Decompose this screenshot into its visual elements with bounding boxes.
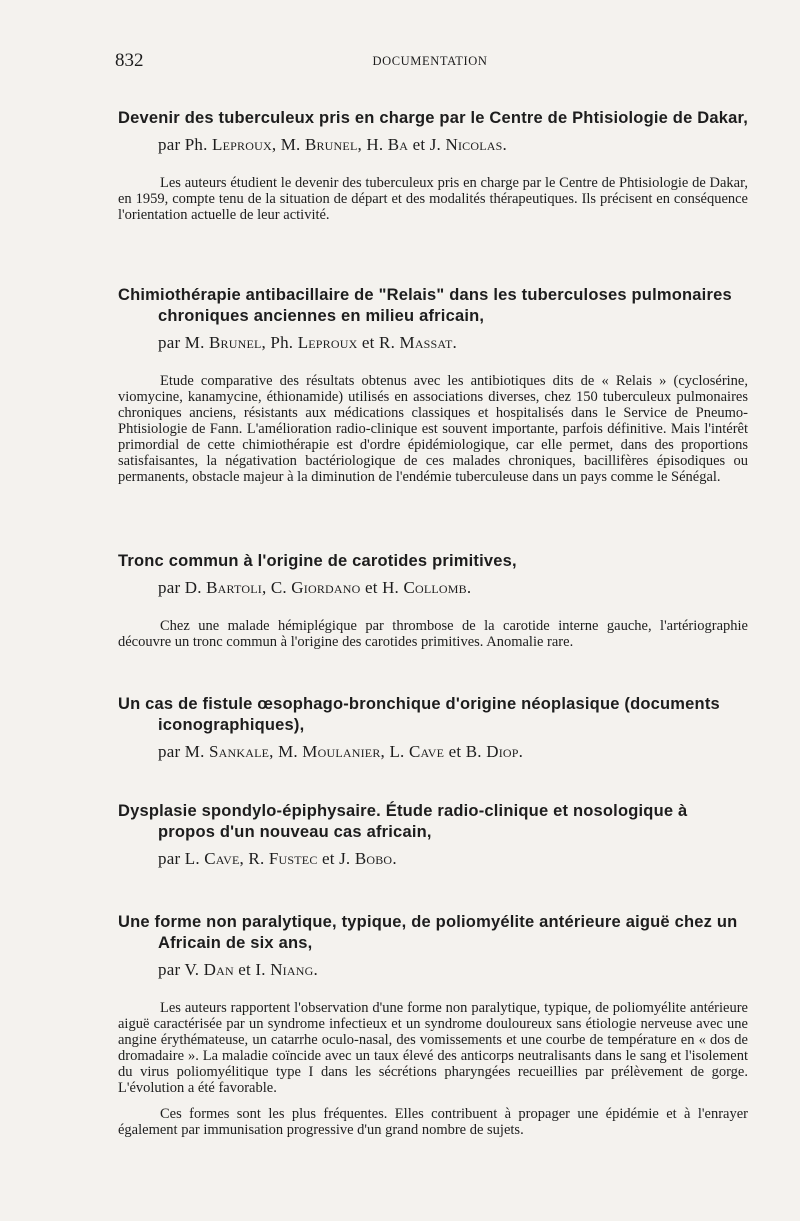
article-2 <box>118 285 748 485</box>
author-name: Nicolas <box>445 135 503 154</box>
author-name: Niang <box>270 960 314 979</box>
author-name: Leproux <box>297 333 358 352</box>
article-authors: par L. Cave, R. Fustec et J. Bobo. <box>158 849 397 868</box>
article-4 <box>118 694 748 762</box>
abstract-paragraph: Les auteurs rapportent l'observation d'une forme non paralytique, typique, de poliomyélite antérieure aiguë caractérisée par un syndrome infectieux et un syndrome douloureux sans étiologie nerveuse avec une angine érythémateuse, un catarrhe oculo-nasal, des vomissements et une courbe de température en « dos de dromadaire ». La maladie coïncide avec un taux élevé des anticorps neutralisants dans le sang et l'isolement du virus poliomyélitique type I dans les sécrétions pharyngées recueillies par prélèvement de gorge. L'évolution a été favorable. <box>118 1000 748 1096</box>
article-authors: par M. Brunel, Ph. Leproux et R. Massat. <box>158 333 457 352</box>
page-header <box>115 50 745 74</box>
article-authors: par D. Bartoli, C. Giordano et H. Collomb. <box>158 578 472 597</box>
author-name: Sankale <box>208 742 270 761</box>
article-5 <box>118 801 748 869</box>
author-name: Diop <box>486 742 519 761</box>
article-title: Devenir des tuberculeux pris en charge par le Centre de Phtisiologie de Dakar, <box>118 109 748 127</box>
page-number: 832 <box>115 50 144 71</box>
author-name: Giordano <box>291 578 361 597</box>
author-name: Ba <box>387 135 409 154</box>
author-name: Brunel <box>208 333 262 352</box>
author-name: Bobo <box>354 849 393 868</box>
article-title: Dysplasie spondylo-épiphysaire. Étude radio-clinique et nosologique à propos d'un nouveau cas africain, <box>118 802 688 841</box>
article-authors: par M. Sankale, M. Moulanier, L. Cave et B. Diop. <box>158 742 524 761</box>
abstract-paragraph: Ces formes sont les plus fréquentes. Elles contribuent à propager une épidémie et à l'enrayer également par immunisation progressive d'un grand nombre de sujets. <box>118 1106 748 1138</box>
author-name: Cave <box>408 742 445 761</box>
author-name: Dan <box>203 960 234 979</box>
article-title: Une forme non paralytique, typique, de poliomyélite antérieure aiguë chez un Africain de six ans, <box>118 913 738 952</box>
abstract-paragraph: Chez une malade hémiplégique par thrombose de la carotide interne gauche, l'artériographie découvre un tronc commun à l'origine des carotides primitives. Anomalie rare. <box>118 618 748 650</box>
abstract-paragraph: Les auteurs étudient le devenir des tuberculeux pris en charge par le Centre de Phtisiologie de Dakar, en 1959, compte tenu de la situation de départ et des modalités thérapeutiques. Ils précisent en conséquence l'orientation actuelle de leur activité. <box>118 175 748 223</box>
author-name: Brunel <box>304 135 358 154</box>
running-head: DOCUMENTATION <box>372 54 488 68</box>
article-abstract <box>118 618 748 650</box>
author-name: Moulanier <box>302 742 381 761</box>
author-name: Bartoli <box>206 578 262 597</box>
article-title: Un cas de fistule œsophago-bronchique d'origine néoplasique (documents iconographiques), <box>118 695 720 734</box>
article-authors: par V. Dan et I. Niang. <box>158 960 318 979</box>
author-name: Cave <box>204 849 240 868</box>
abstract-paragraph: Etude comparative des résultats obtenus avec les antibiotiques dits de « Relais » (cyclosérine, viomycine, kanamycine, éthionamide) utilisés en associations diverses, chez 150 tuberculeux pulmonaires chroniques anciens, résistants aux médications classiques et hospitalisés dans le Service de Pneumo-Phtisiologie de Fann. L'amélioration radio-clinique est souvent importante, parfois définitive. Mais l'intérêt primordial de cette chimiothérapie est d'ordre épidémiologique, car elle permet, dans des proportions satisfaisantes, la négativation bactériologique de ces malades chroniques, bacillifères épisodiques ou permanents, obstacle majeur à la diminution de l'endémie tuberculeuse dans un pays comme le Sénégal. <box>118 373 748 485</box>
article-abstract <box>118 175 748 223</box>
author-name: Leproux <box>212 135 272 154</box>
article-3 <box>118 551 748 650</box>
article-authors: par Ph. Leproux, M. Brunel, H. Ba et J. Nicolas. <box>158 135 507 154</box>
article-6 <box>118 912 748 1138</box>
author-name: Fustec <box>268 849 318 868</box>
article-title: Tronc commun à l'origine de carotides primitives, <box>118 552 517 570</box>
author-name: Collomb <box>403 578 467 597</box>
article-abstract <box>118 373 748 485</box>
article-1 <box>118 108 748 223</box>
author-name: Massat <box>399 333 453 352</box>
article-abstract <box>118 1000 748 1138</box>
article-title: Chimiothérapie antibacillaire de "Relais" dans les tuberculoses pulmonaires chroniques anciennes en milieu africain, <box>118 286 732 325</box>
